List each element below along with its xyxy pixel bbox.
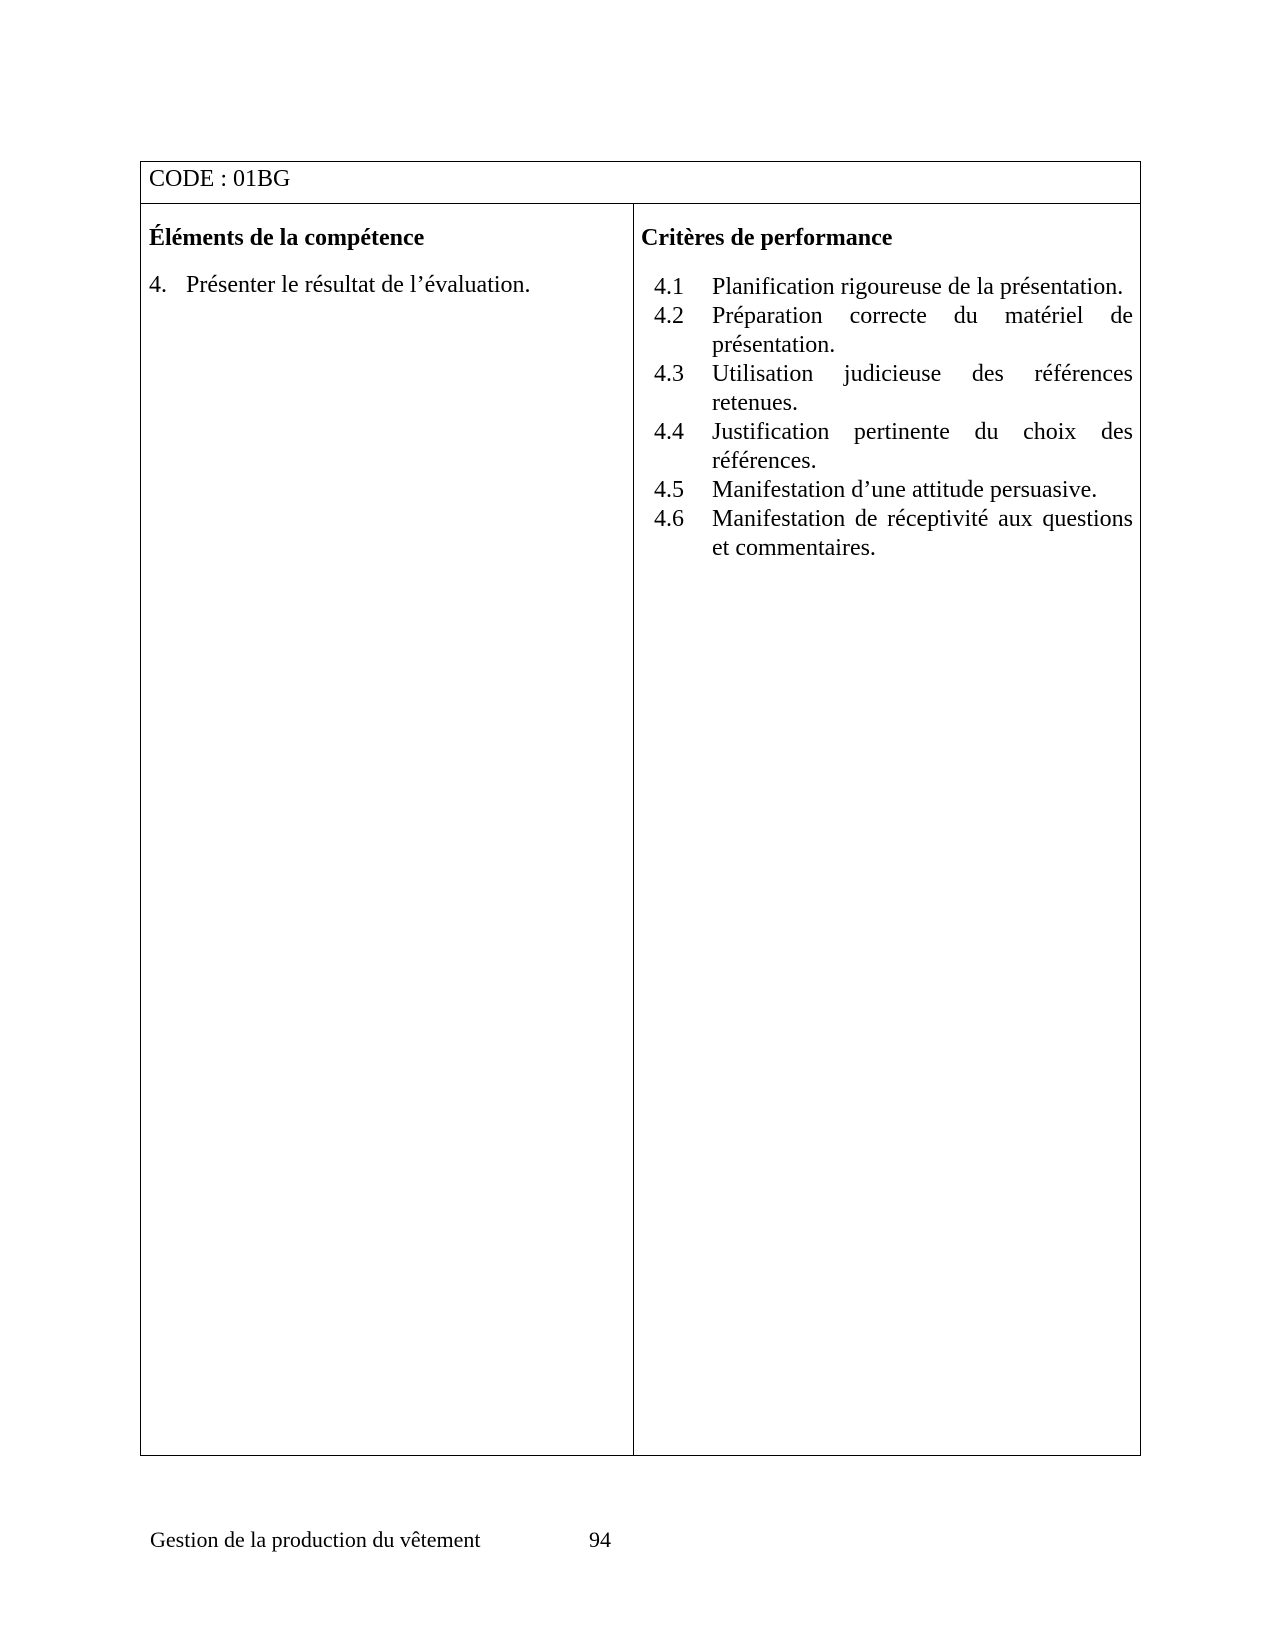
criteria-text: Manifestation de réceptivité aux questions et commentaires. <box>712 506 1133 561</box>
criteria-heading: Critères de performance <box>641 225 893 251</box>
criteria-text: Manifestation d’une attitude persuasive. <box>712 477 1098 503</box>
criteria-item <box>641 302 1133 360</box>
criteria-number: 4.2 <box>654 303 684 329</box>
element-item <box>149 273 625 297</box>
criteria-item <box>641 360 1133 418</box>
criteria-item <box>641 505 1133 563</box>
code-label: CODE : 01BG <box>141 162 1140 204</box>
element-text: Présenter le résultat de l’évaluation. <box>186 272 531 298</box>
criteria-item <box>641 476 1133 505</box>
criteria-number: 4.5 <box>654 477 684 503</box>
element-number: 4. <box>149 272 167 298</box>
criteria-text: Justification pertinente du choix des références. <box>712 419 1133 474</box>
criteria-column <box>634 204 1140 1455</box>
criteria-list <box>641 273 1133 563</box>
criteria-text: Préparation correcte du matériel de présentation. <box>712 303 1133 358</box>
criteria-number: 4.4 <box>654 419 684 445</box>
criteria-text: Utilisation judicieuse des références retenues. <box>712 361 1133 416</box>
criteria-number: 4.3 <box>654 361 684 387</box>
criteria-item <box>641 418 1133 476</box>
elements-column <box>141 204 633 1455</box>
criteria-number: 4.6 <box>654 506 684 532</box>
competency-table <box>140 161 1141 1456</box>
criteria-text: Planification rigoureuse de la présentation. <box>712 274 1124 300</box>
elements-heading: Éléments de la compétence <box>149 225 425 251</box>
criteria-item <box>641 273 1133 302</box>
criteria-number: 4.1 <box>654 274 684 300</box>
page-number: 94 <box>589 1527 611 1552</box>
footer-title: Gestion de la production du vêtement <box>150 1527 481 1552</box>
